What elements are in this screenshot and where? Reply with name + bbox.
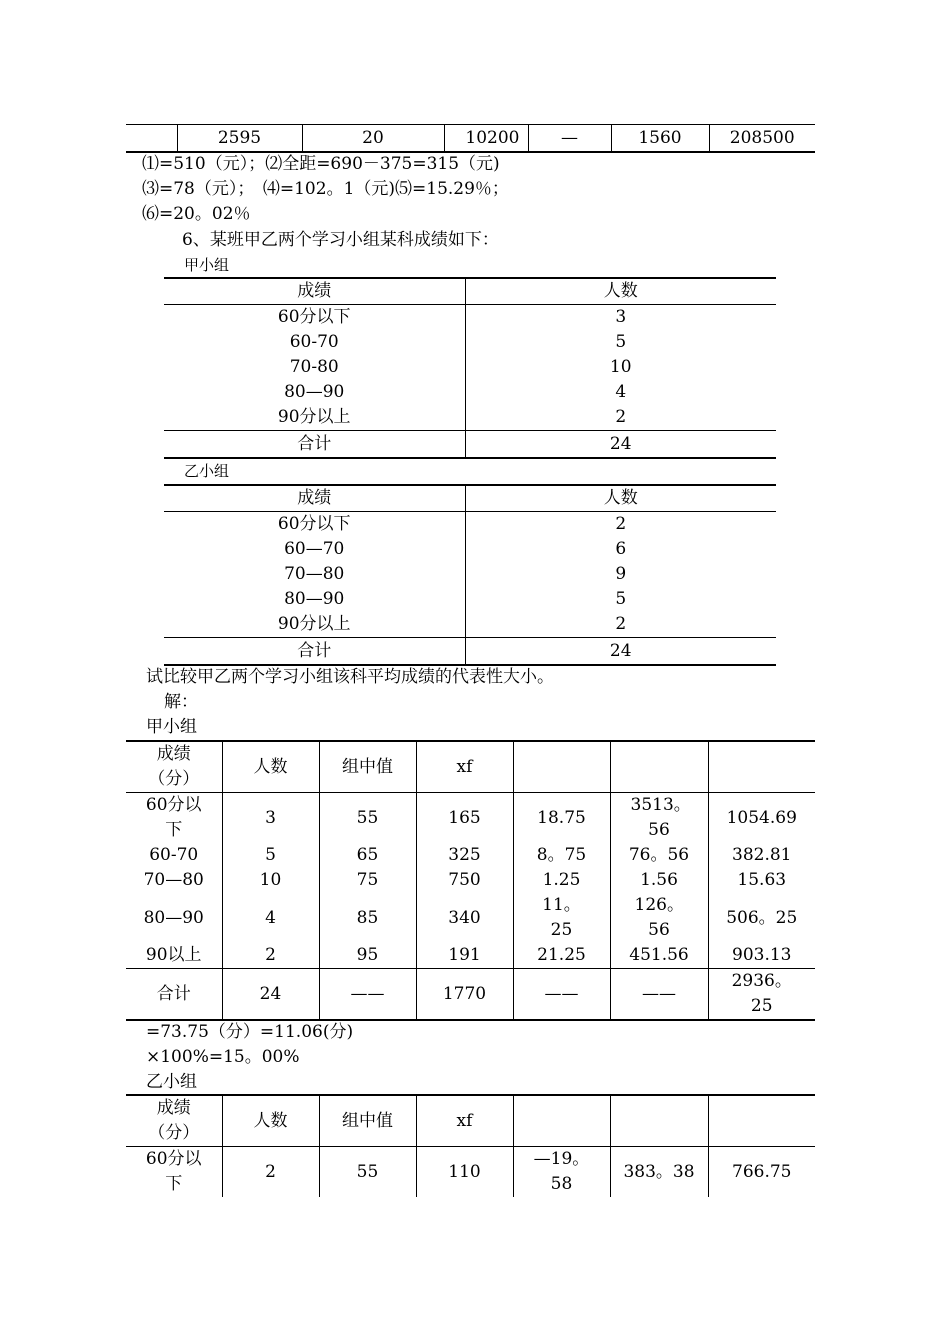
column-header xyxy=(708,741,815,793)
table-cell: 60分以下 xyxy=(145,1149,202,1194)
table-cell: 383。38 xyxy=(610,1147,708,1198)
table-cell: 2 xyxy=(222,943,319,969)
table-row xyxy=(164,305,776,331)
table-cell: 9 xyxy=(465,562,776,587)
table-cell: 65 xyxy=(319,843,416,868)
table-cell: 60分以下 xyxy=(277,307,351,327)
table-cell: 382.81 xyxy=(708,843,815,868)
table-cell: —— xyxy=(610,969,708,1021)
table-cell: 70-80 xyxy=(289,357,339,377)
group-a-caption: 甲小组 xyxy=(184,256,230,274)
table-row xyxy=(164,380,776,405)
table-cell: 750 xyxy=(416,868,513,893)
result-line-1: =73.75（分）=11.06(分) xyxy=(146,1022,354,1042)
table-cell: 8。75 xyxy=(513,843,610,868)
table-cell: 3 xyxy=(222,793,319,844)
table-cell: 903.13 xyxy=(708,943,815,969)
column-header: 组中值 xyxy=(319,1095,416,1147)
table-cell: 126。56 xyxy=(610,893,708,943)
table-cell: 325 xyxy=(416,843,513,868)
table-cell: 合计 xyxy=(126,969,222,1021)
table-cell: 24 xyxy=(222,969,319,1021)
table-cell: 1054.69 xyxy=(708,793,815,844)
table-cell: 4 xyxy=(465,380,776,405)
solution-group-a-label: 甲小组 xyxy=(146,717,197,737)
group-b-caption: 乙小组 xyxy=(184,462,230,480)
table-cell: — xyxy=(528,125,611,153)
table-cell: 95 xyxy=(319,943,416,969)
table-cell: 合计 xyxy=(164,638,465,666)
table-header-row xyxy=(126,741,815,793)
table-cell: 10 xyxy=(222,868,319,893)
table-row xyxy=(164,612,776,638)
table-cell: 208500 xyxy=(709,125,815,153)
table-cell: 5 xyxy=(465,330,776,355)
group-a-calc-table xyxy=(126,740,815,1021)
table-cell: 76。56 xyxy=(610,843,708,868)
table-cell: 60分以下 xyxy=(277,514,351,534)
question-prompt: 试比较甲乙两个学习小组该科平均成绩的代表性大小。 xyxy=(146,667,554,687)
table-cell: 5 xyxy=(465,587,776,612)
table-header-row xyxy=(164,485,776,512)
table-cell: 70—80 xyxy=(284,564,345,584)
table-cell: 110 xyxy=(416,1147,513,1198)
table-cell: 24 xyxy=(465,638,776,666)
column-header: 成绩（分） xyxy=(126,1095,222,1147)
table-cell: 4 xyxy=(222,893,319,943)
table-cell: 80—90 xyxy=(284,589,345,609)
column-header xyxy=(610,741,708,793)
table-cell: 10 xyxy=(465,355,776,380)
table-row xyxy=(164,355,776,380)
table-cell: 6 xyxy=(465,537,776,562)
group-a-table xyxy=(164,277,776,459)
table-cell: 20 xyxy=(302,125,444,153)
table-cell: 90分以上 xyxy=(277,614,351,634)
column-header: xf xyxy=(416,741,513,793)
column-header: 成绩 xyxy=(164,278,465,305)
answer-line-1: ⑴=510（元）；⑵全距=690－375=315（元) xyxy=(142,154,500,174)
table-row xyxy=(126,868,815,893)
table-cell: 3 xyxy=(465,305,776,331)
table-cell: 90分以上 xyxy=(277,407,351,427)
table-row xyxy=(164,330,776,355)
table-cell: 90以上 xyxy=(145,945,202,965)
table-cell: 165 xyxy=(416,793,513,844)
table-cell: —— xyxy=(513,969,610,1021)
table-cell: 55 xyxy=(319,793,416,844)
table-cell: 80—90 xyxy=(284,382,345,402)
result-line-2: ×100%=15。00% xyxy=(146,1047,300,1067)
table-row xyxy=(126,943,815,969)
table-cell: 21.25 xyxy=(513,943,610,969)
table-cell: 3513。56 xyxy=(610,793,708,844)
column-header xyxy=(513,1095,610,1147)
column-header: 成绩（分） xyxy=(126,741,222,793)
total-row xyxy=(164,431,776,459)
group-b-table xyxy=(164,484,776,666)
table-cell: 11。25 xyxy=(513,893,610,943)
table-header-row xyxy=(164,278,776,305)
table-cell: 60分以下 xyxy=(145,795,202,840)
table-cell: 1770 xyxy=(416,969,513,1021)
column-header xyxy=(513,741,610,793)
column-header: xf xyxy=(416,1095,513,1147)
table-cell: —— xyxy=(319,969,416,1021)
table-cell: 2 xyxy=(222,1147,319,1198)
table-cell: 18.75 xyxy=(513,793,610,844)
answer-line-3: ⑹=20。02％ xyxy=(142,204,251,224)
table-row xyxy=(164,587,776,612)
table-cell: 2 xyxy=(465,512,776,538)
table-cell: 1.56 xyxy=(610,868,708,893)
table-cell: 2595 xyxy=(177,125,302,153)
table-cell: 75 xyxy=(319,868,416,893)
table-cell: 451.56 xyxy=(610,943,708,969)
table-row xyxy=(164,537,776,562)
table-cell: 60-70 xyxy=(149,845,199,865)
question-title: 6、某班甲乙两个学习小组某科成绩如下： xyxy=(182,230,499,250)
table-cell xyxy=(126,125,177,153)
group-b-calc-table xyxy=(126,1094,815,1197)
table-cell: 80—90 xyxy=(143,907,204,928)
table-row xyxy=(126,843,815,868)
table-cell: 15.63 xyxy=(708,868,815,893)
table-cell: 2936。25 xyxy=(708,969,815,1021)
column-header: 人数 xyxy=(465,485,776,512)
total-row xyxy=(126,969,815,1021)
table-cell: 85 xyxy=(319,893,416,943)
table-cell: 55 xyxy=(319,1147,416,1198)
solution-group-b-label: 乙小组 xyxy=(146,1072,197,1092)
table-cell: 70—80 xyxy=(143,870,204,890)
table-row xyxy=(126,1147,815,1198)
table-cell: 10200 xyxy=(444,125,528,153)
previous-question-table xyxy=(126,124,815,153)
table-row xyxy=(164,512,776,538)
table-cell: 1.25 xyxy=(513,868,610,893)
column-header: 人数 xyxy=(222,1095,319,1147)
table-cell: 合计 xyxy=(164,431,465,459)
table-row xyxy=(164,562,776,587)
table-cell: 340 xyxy=(416,893,513,943)
table-row xyxy=(126,893,815,943)
table-cell: 766.75 xyxy=(708,1147,815,1198)
solution-label: 解： xyxy=(164,692,198,712)
table-cell: 191 xyxy=(416,943,513,969)
table-row xyxy=(164,405,776,431)
table-cell: 1560 xyxy=(611,125,709,153)
table-cell: —19。58 xyxy=(513,1147,610,1198)
answer-line-2: ⑶=78（元）； ⑷=102。1（元)⑸=15.29％； xyxy=(142,179,509,199)
table-cell: 60-70 xyxy=(289,332,339,352)
table-row xyxy=(126,793,815,844)
table-cell: 5 xyxy=(222,843,319,868)
column-header: 成绩 xyxy=(164,485,465,512)
total-row xyxy=(164,638,776,666)
table-cell: 24 xyxy=(465,431,776,459)
table-cell: 2 xyxy=(465,612,776,638)
table-header-row xyxy=(126,1095,815,1147)
table-row xyxy=(126,125,815,153)
column-header: 人数 xyxy=(222,741,319,793)
column-header: 组中值 xyxy=(319,741,416,793)
column-header: 人数 xyxy=(465,278,776,305)
column-header xyxy=(708,1095,815,1147)
table-cell: 506。25 xyxy=(708,893,815,943)
table-cell: 2 xyxy=(465,405,776,431)
column-header xyxy=(610,1095,708,1147)
table-cell: 60—70 xyxy=(284,539,345,559)
